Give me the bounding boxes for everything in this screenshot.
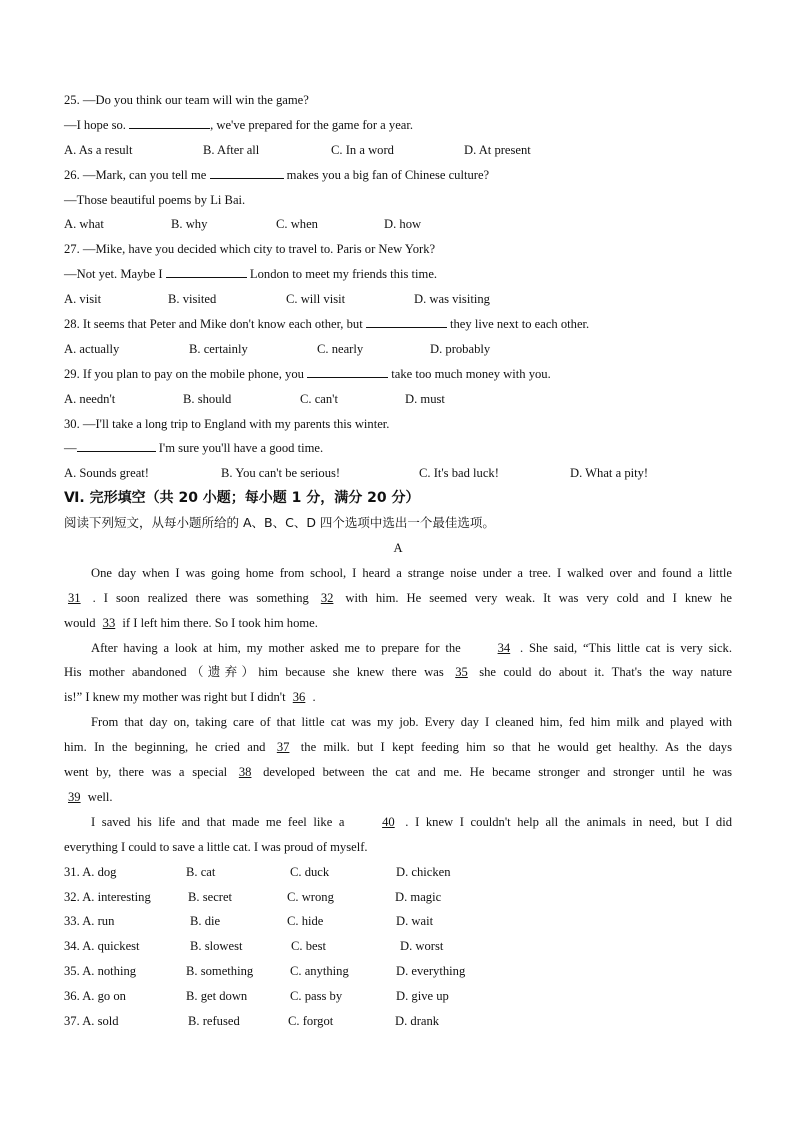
question-30-reply: — I'm sure you'll have a good time. — [64, 436, 732, 461]
section-instruction: 阅读下列短文，从每小题所给的 A、B、C、D 四个选项中选出一个最佳选项。 — [64, 515, 495, 531]
option-a: 34. A. quickest — [64, 939, 140, 954]
blank-34: 34 — [497, 640, 511, 655]
option-a: A. actually — [64, 341, 120, 356]
option-b: B. refused — [188, 1013, 240, 1028]
option-d: D. At present — [464, 142, 531, 157]
option-a: A. As a result — [64, 142, 133, 157]
option-a: 33. A. run — [64, 914, 115, 929]
option-c: C. best — [291, 939, 326, 954]
question-26-reply: —Those beautiful poems by Li Bai. — [64, 192, 246, 207]
passage-label: A — [393, 541, 403, 556]
option-d: D. What a pity! — [570, 466, 649, 481]
option-a: 32. A. interesting — [64, 889, 151, 904]
question-25-reply: —I hope so. , we've prepared for the game for a year. — [64, 113, 732, 138]
option-c: C. It's bad luck! — [419, 466, 499, 481]
option-a: 37. A. sold — [64, 1013, 119, 1028]
question-30-options — [64, 461, 732, 486]
option-d: D. probably — [430, 341, 491, 356]
option-d: D. drank — [395, 1013, 440, 1028]
section-heading: Ⅵ. 完形填空（共 20 小题；每小题 1 分，满分 20 分） — [64, 490, 420, 507]
option-c: C. forgot — [288, 1013, 334, 1028]
blank-39: 39 — [68, 789, 81, 804]
option-b: B. why — [171, 217, 208, 232]
question-30-stem: 30. —I'll take a long trip to England with my parents this winter. — [64, 416, 390, 431]
option-c: C. duck — [290, 864, 330, 879]
cloze-options-31 — [64, 860, 732, 885]
option-d: D. wait — [396, 914, 434, 929]
question-29-stem: 29. If you plan to pay on the mobile phone, you take too much money with you. — [64, 362, 732, 387]
option-a: 35. A. nothing — [64, 964, 137, 979]
option-b: B. secret — [188, 889, 233, 904]
option-d: D. worst — [400, 939, 444, 954]
answer-blank — [77, 437, 156, 452]
option-c: C. wrong — [287, 889, 334, 904]
option-b: B. slowest — [190, 939, 243, 954]
question-27-reply: —Not yet. Maybe I London to meet my friends this time. — [64, 262, 732, 287]
blank-36: 36 — [292, 690, 306, 705]
option-d: D. chicken — [396, 864, 451, 879]
option-b: B. certainly — [189, 341, 248, 356]
option-d: D. was visiting — [414, 292, 490, 307]
passage-line: 31 . I soon realized there was something 32 with him. He seemed very weak. It was very cold and I knew he — [64, 586, 732, 611]
option-c: C. when — [276, 217, 318, 232]
option-d: D. magic — [395, 889, 442, 904]
answer-blank — [166, 263, 247, 278]
option-d: D. must — [405, 391, 445, 406]
cloze-options-35 — [64, 959, 732, 984]
passage-line: is!” I knew my mother was right but I didn't 36 . — [64, 685, 732, 710]
question-25-options — [64, 138, 732, 163]
option-b: B. cat — [186, 864, 216, 879]
answer-blank — [210, 164, 284, 179]
option-a: A. needn't — [64, 391, 116, 406]
question-25-stem: 25. —Do you think our team will win the game? — [64, 93, 309, 107]
option-b: B. After all — [203, 142, 260, 157]
option-d: D. everything — [396, 964, 466, 979]
cloze-options-33 — [64, 909, 732, 934]
question-26-stem: 26. —Mark, can you tell me makes you a big fan of Chinese culture? — [64, 163, 732, 188]
cloze-options-37 — [64, 1009, 732, 1034]
option-c: C. In a word — [331, 142, 394, 157]
passage-line: would 33 if I left him there. So I took him home. — [64, 611, 732, 636]
option-c: C. hide — [287, 914, 324, 929]
cloze-options-32 — [64, 885, 732, 910]
option-b: B. die — [190, 914, 221, 929]
question-26-options — [64, 212, 732, 237]
option-c: C. nearly — [317, 341, 364, 356]
cloze-options-36 — [64, 984, 732, 1009]
answer-blank — [307, 363, 388, 378]
passage-line: 39 well. — [64, 785, 732, 810]
passage-line: went by, there was a special 38 developed between the cat and me. He became stronger and stronger until he was — [64, 760, 732, 785]
option-b: B. You can't be serious! — [221, 466, 341, 481]
passage-line: His mother abandoned（遗弃）him because she knew there was 35 she could do about it. That's the way nature — [64, 660, 732, 685]
option-c: C. can't — [300, 391, 338, 406]
blank-35: 35 — [455, 665, 468, 680]
blank-38: 38 — [238, 765, 252, 780]
exam-page — [64, 88, 732, 1034]
option-a: A. visit — [64, 292, 102, 307]
passage-line: everything I could to save a little cat. I was proud of myself. — [64, 839, 368, 854]
passage-line: him. In the beginning, he cried and 37 the milk. but I kept feeding him so that he would get healthy. As the days — [64, 735, 732, 760]
question-29-options — [64, 387, 732, 412]
passage-line: I saved his life and that made me feel like a 40 . I knew I couldn't help all the animals in need, but I did — [64, 810, 732, 835]
option-b: B. should — [183, 391, 232, 406]
passage-line: After having a look at him, my mother asked me to prepare for the 34 . She said, “This little cat is very sick. — [64, 636, 732, 661]
blank-40: 40 — [382, 814, 395, 829]
cloze-options-34 — [64, 934, 732, 959]
option-a: 36. A. go on — [64, 989, 126, 1004]
option-a: A. what — [64, 217, 104, 232]
blank-31: 31 — [68, 590, 81, 605]
option-a: A. Sounds great! — [64, 466, 149, 481]
question-28-options — [64, 337, 732, 362]
option-d: D. how — [384, 217, 422, 232]
question-28-stem: 28. It seems that Peter and Mike don't know each other, but they live next to each other. — [64, 312, 732, 337]
option-c: C. anything — [290, 964, 349, 979]
blank-37: 37 — [276, 740, 290, 755]
passage-line: One day when I was going home from school, I heard a strange noise under a tree. I walked over and found a little — [91, 565, 732, 580]
option-c: C. will visit — [286, 292, 346, 307]
answer-blank — [129, 114, 210, 129]
blank-32: 32 — [320, 590, 334, 605]
passage-line: From that day on, taking care of that little cat was my job. Every day I cleaned him, fed him milk and played with — [91, 715, 732, 730]
blank-33: 33 — [102, 615, 116, 630]
question-27-stem: 27. —Mike, have you decided which city to travel to. Paris or New York? — [64, 242, 436, 257]
option-b: B. something — [186, 964, 254, 979]
option-b: B. get down — [186, 989, 248, 1004]
answer-blank — [366, 313, 447, 328]
option-c: C. pass by — [290, 989, 343, 1004]
option-a: 31. A. dog — [64, 864, 117, 879]
question-27-options — [64, 287, 732, 312]
option-d: D. give up — [396, 989, 449, 1004]
option-b: B. visited — [168, 292, 217, 307]
